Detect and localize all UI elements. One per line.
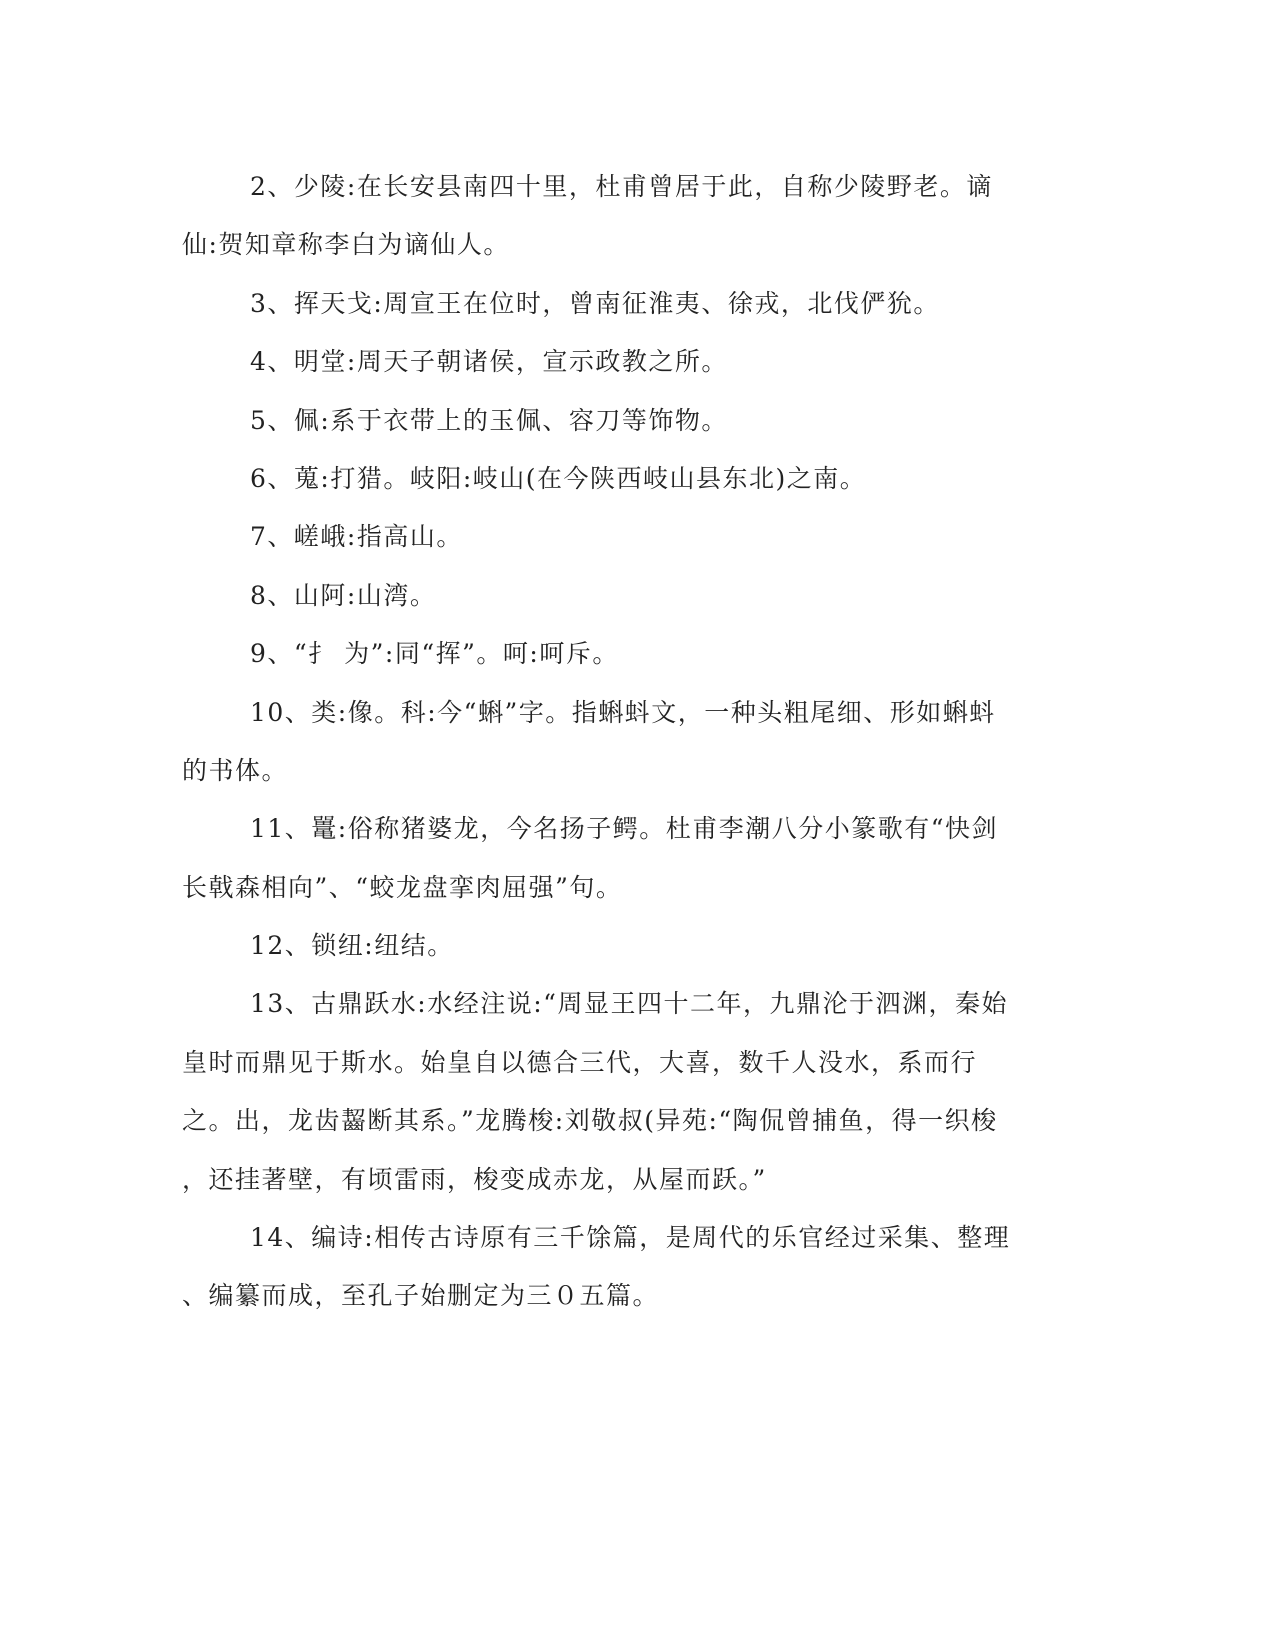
note-13-line-2: 皇时而鼎见于斯水。始皇自以德合三代，大喜，数千人没水，系而行 [182,1047,978,1077]
note-2-line-1: 2、少陵:在长安县南四十里，杜甫曾居于此，自称少陵野老。谪 [250,172,993,201]
note-12: 12、锁纽:纽结。 [250,931,454,961]
document-body [182,158,1034,1326]
note-14-line-1: 14、编诗:相传古诗原有三千馀篇，是周代的乐官经过采集、整理 [250,1223,1011,1253]
note-10-line-1: 10、类:像。科:今“蝌”字。指蝌蚪文，一种头粗尾细、形如蝌蚪 [250,697,996,727]
note-2-line-2: 仙:贺知章称李白为谪仙人。 [182,230,510,260]
note-3: 3、挥天戈:周宣王在位时，曾南征淮夷、徐戎，北伐俨狁。 [250,288,940,318]
note-11-line-2: 长戟森相向”、“蛟龙盘挛肉屈强”句。 [182,872,623,902]
note-8: 8、山阿:山湾。 [250,580,437,610]
note-14-line-2: 、编纂而成，至孔子始删定为三０五篇。 [182,1281,660,1311]
note-6: 6、蒐:打猎。岐阳:岐山(在今陕西岐山县东北)之南。 [250,463,867,493]
note-4: 4、明堂:周天子朝诸侯，宣示政教之所。 [250,347,728,377]
note-5: 5、佩:系于衣带上的玉佩、容刀等饰物。 [250,405,728,435]
note-10-line-2: 的书体。 [182,755,289,785]
note-13-line-4: ，还挂著壁，有顷雷雨，梭变成赤龙，从屋而跃。” [182,1164,767,1194]
note-9: 9、“扌 为”:同“挥”。呵:呵斥。 [250,639,619,669]
note-13-line-1: 13、古鼎跃水:水经注说:“周显王四十二年，九鼎沦于泗渊，秦始 [250,989,1008,1019]
note-7: 7、嵯峨:指高山。 [250,522,463,552]
note-13-line-3: 之。出，龙齿齧断其系。”龙腾梭:刘敬叔(异苑:“陶侃曾捕鱼，得一织梭 [182,1106,998,1136]
note-11-line-1: 11、鼍:俗称猪婆龙，今名扬子鳄。杜甫李潮八分小篆歌有“快剑 [250,814,999,844]
